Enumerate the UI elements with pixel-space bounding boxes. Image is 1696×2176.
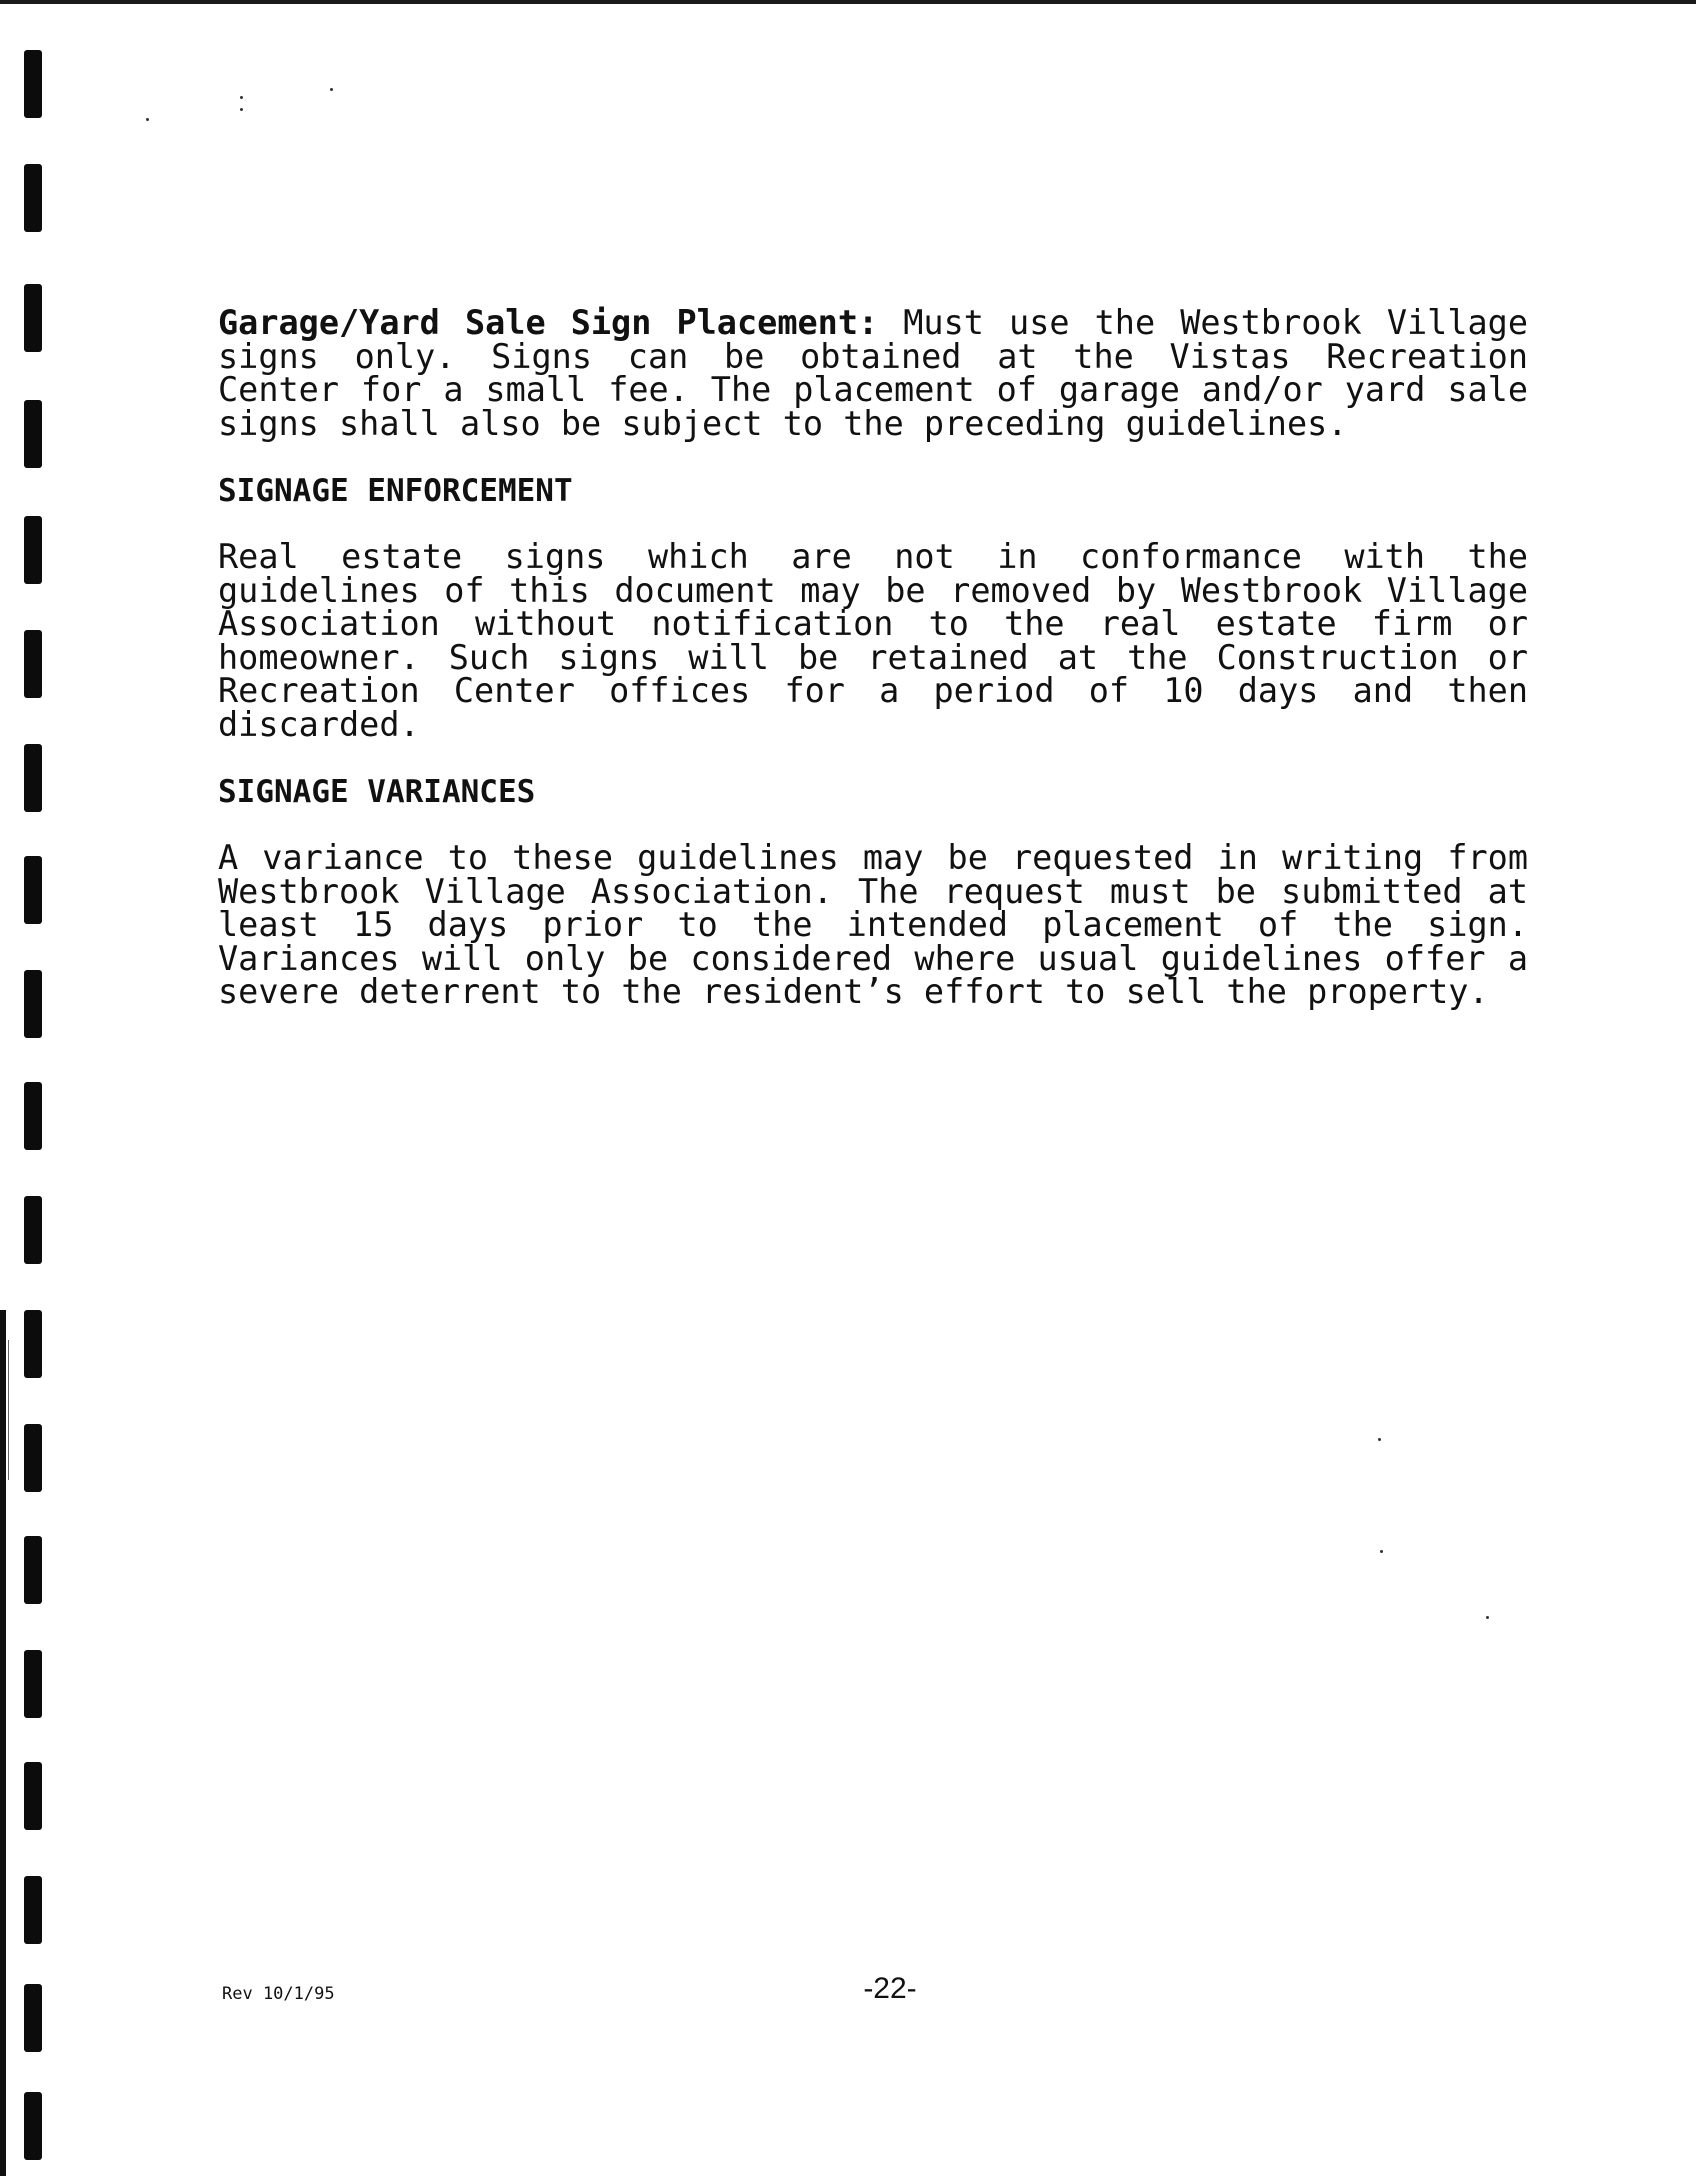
binder-mark — [24, 856, 42, 924]
scan-speck — [240, 108, 243, 111]
variances-paragraph: A variance to these guidelines may be requested in writing from Westbrook Village Association. The request must be submitted at least 15 days prior to the intended placement of the sign. Variances will only be considered where usual guidelines offer a severe deterrent to the resident’s effort to sell the property. — [218, 838, 1528, 1011]
binder-mark — [24, 1650, 42, 1718]
scan-top-edge — [0, 0, 1696, 4]
page-number: -22- — [863, 1972, 917, 2005]
binder-mark — [24, 1876, 42, 1944]
binder-mark — [24, 1424, 42, 1492]
scan-speck — [1486, 1616, 1489, 1619]
binder-mark — [24, 50, 42, 118]
binder-mark — [24, 516, 42, 584]
scan-left-edge — [0, 1310, 6, 2176]
binder-mark — [24, 744, 42, 812]
binder-mark — [24, 970, 42, 1038]
scan-speck — [1378, 1438, 1381, 1441]
enforcement-paragraph: Real estate signs which are not in conformance with the guidelines of this document may be removed by Westbrook Village Association without notification to the real estate firm or homeowner. Such signs will be retained at the Construction or Recreation Center offices for a period of 10 days and then discarded. — [218, 537, 1528, 744]
binder-mark — [24, 1536, 42, 1604]
binder-hole-strip — [24, 0, 44, 2176]
binder-mark — [24, 400, 42, 468]
binder-mark — [24, 1082, 42, 1150]
binder-mark — [24, 1310, 42, 1378]
binder-mark — [24, 1196, 42, 1264]
binder-mark — [24, 1762, 42, 1830]
binder-mark — [24, 1984, 42, 2052]
scan-speck — [240, 96, 243, 99]
binder-mark — [24, 630, 42, 698]
enforcement-heading: SIGNAGE ENFORCEMENT — [218, 473, 573, 509]
scan-speck — [146, 118, 149, 121]
revision-date: Rev 10/1/95 — [222, 1984, 335, 2004]
binder-mark — [24, 284, 42, 352]
binder-mark — [24, 164, 42, 232]
garage-sale-text: Must use the Westbrook Village signs only. Signs can be obtained at the Vistas Recreation Center for a small fee. The placement of garage and/or yard sale signs shall also be subject to the preceding guidelines. — [218, 303, 1529, 443]
scan-left-edge-line — [8, 1340, 9, 1480]
scan-speck — [1380, 1550, 1383, 1553]
variances-heading: SIGNAGE VARIANCES — [218, 774, 536, 810]
garage-sale-lead: Garage/Yard Sale Sign Placement: — [218, 303, 879, 342]
binder-mark — [24, 2092, 42, 2160]
garage-sale-paragraph — [218, 303, 1529, 443]
scan-speck — [330, 88, 333, 91]
document-body — [218, 303, 1529, 1011]
